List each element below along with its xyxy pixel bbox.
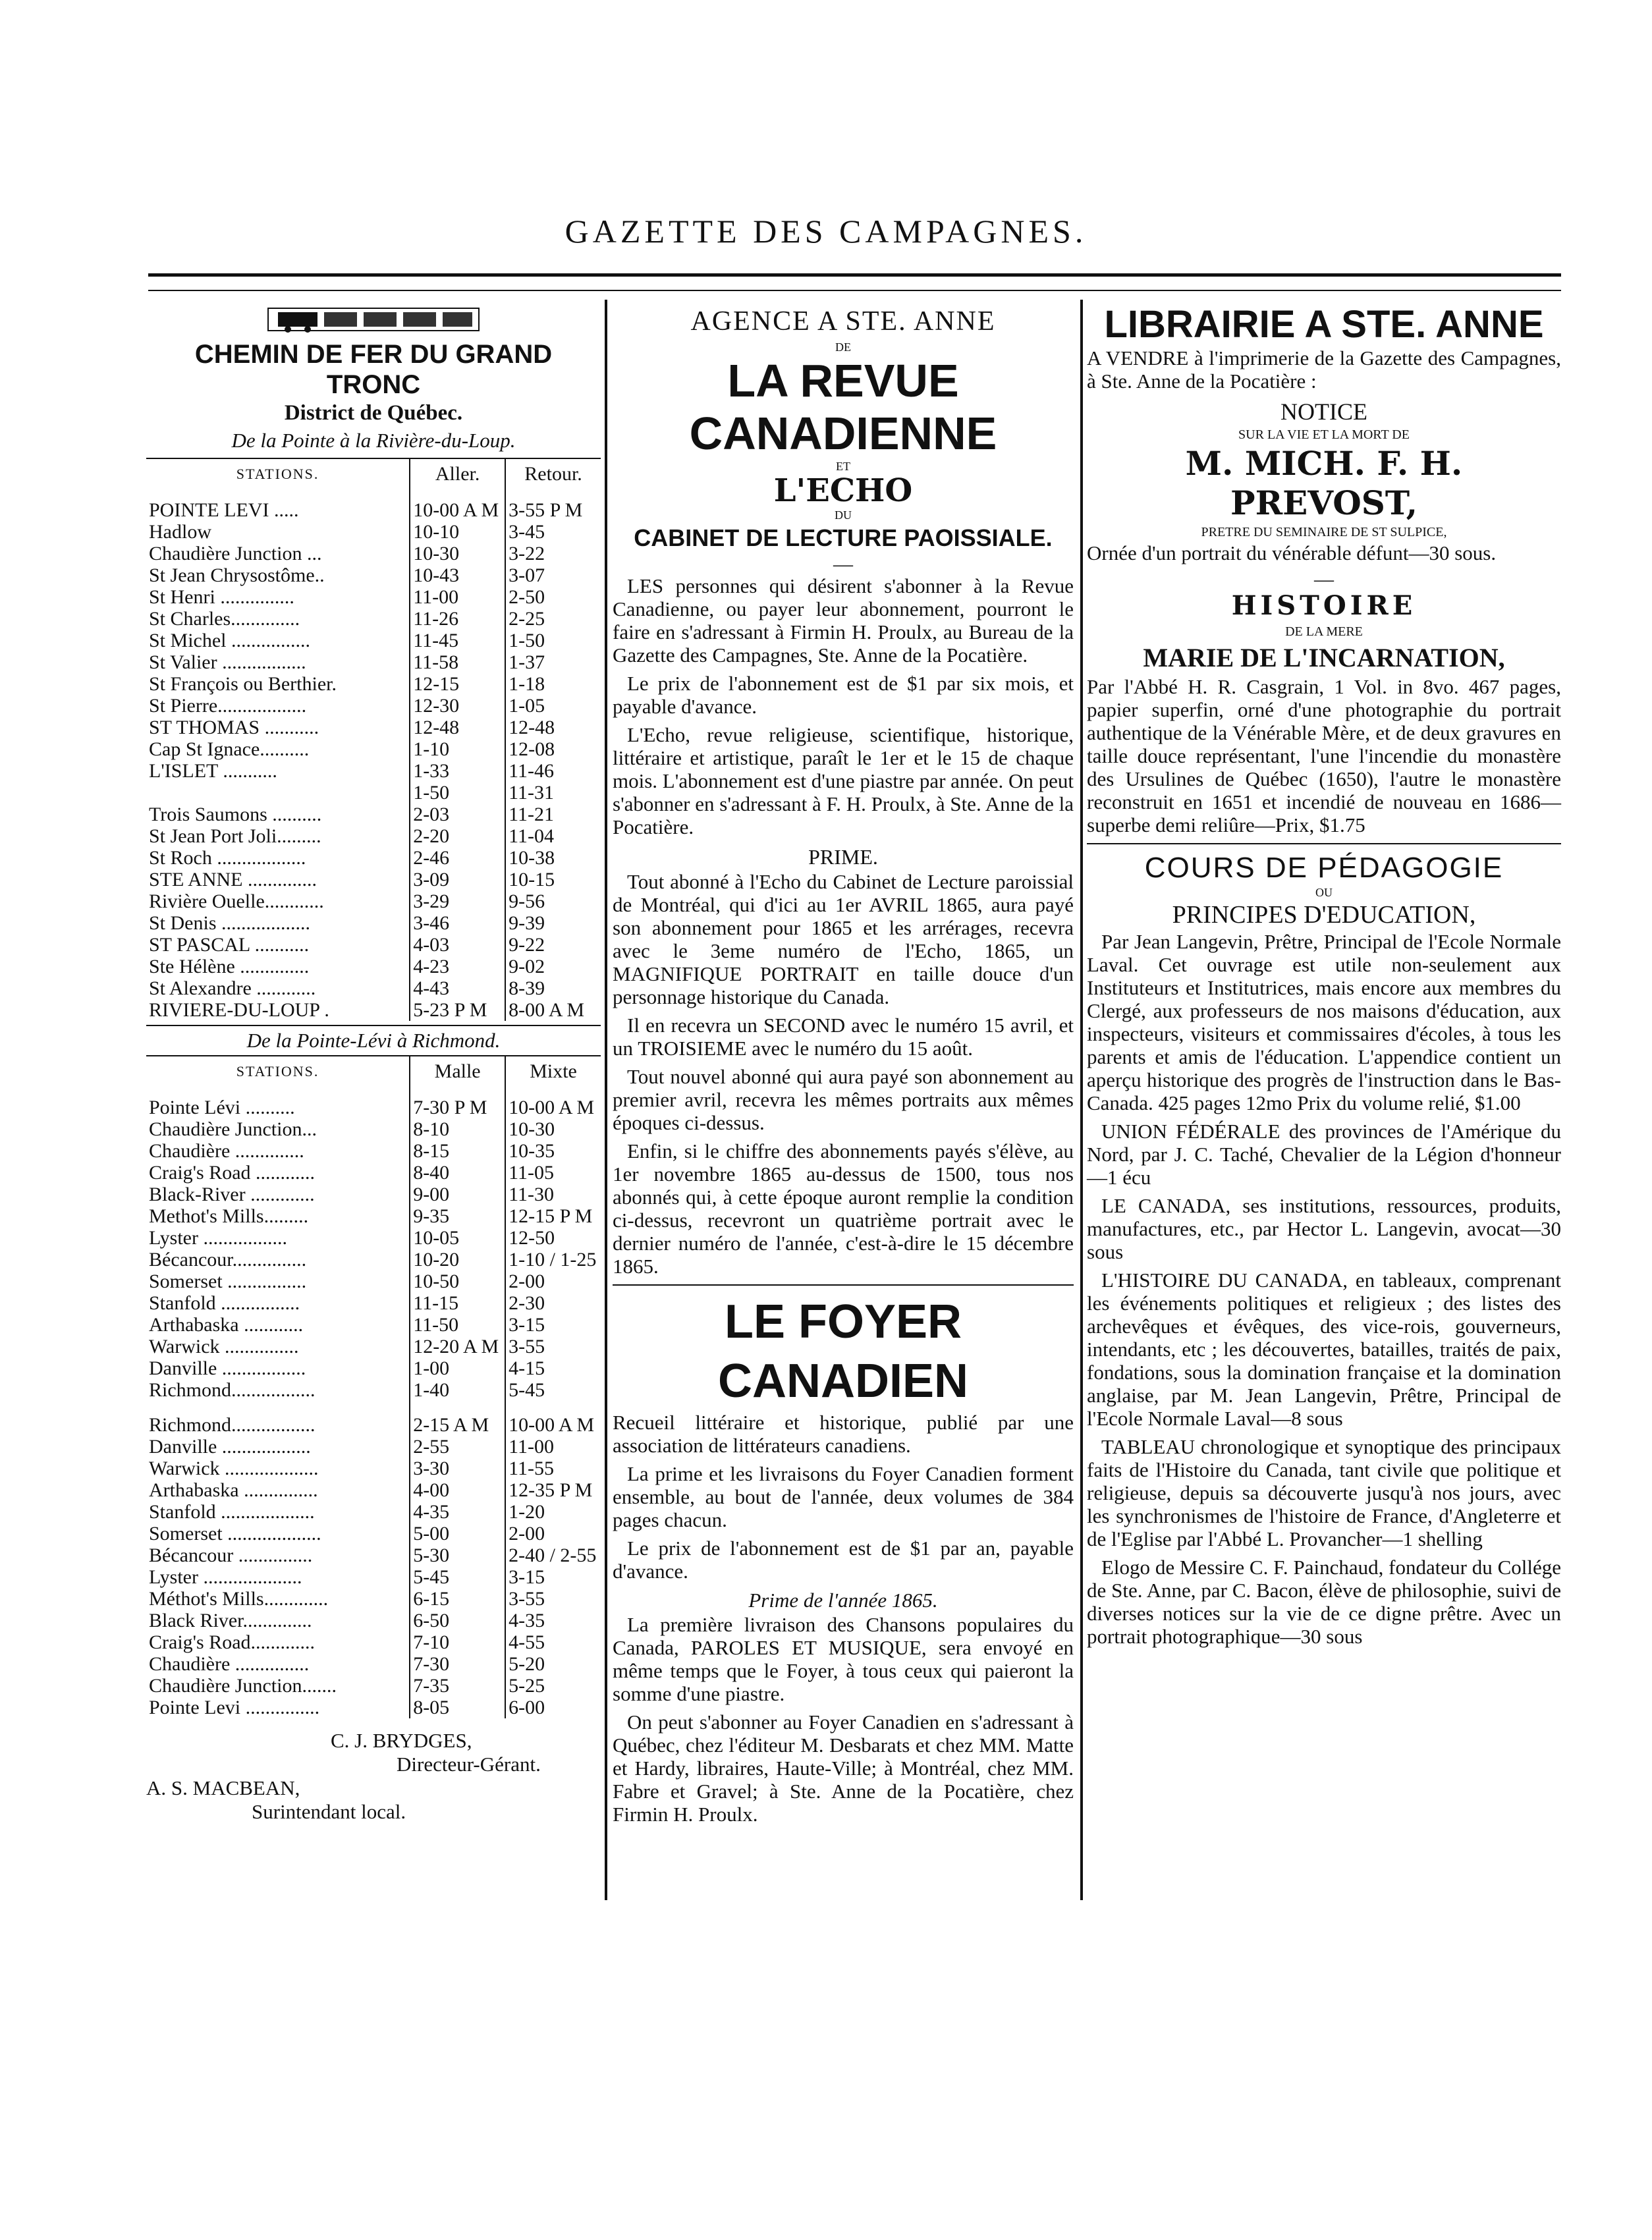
timetable-3-row [146,1697,601,1718]
time-out: 1-40 [410,1379,505,1401]
time-back: 5-20 [505,1653,601,1675]
timetable-1-row [146,521,601,543]
station-name: Richmond................. [149,1379,316,1401]
time-back: 10-00 A M [505,1414,601,1436]
timetable-2-row [146,1227,601,1249]
notice-title: NOTICE [1280,398,1367,425]
time-back: 10-35 [505,1140,601,1162]
timetable-1-row [146,586,601,608]
table1-header-retour: Retour. [505,459,601,499]
timetable-3-row [146,1566,601,1588]
time-back: 1-20 [505,1501,601,1523]
station-name: Bécancour ............... [149,1544,313,1566]
time-out: 1-10 [410,738,505,760]
station-name: Ste Hélène .............. [149,956,310,977]
time-out: 7-30 [410,1653,505,1675]
time-out: 7-30 P M [410,1097,505,1118]
timetable-2-row [146,1270,601,1292]
sur-la-vie: SUR LA VIE ET LA MORT DE [1238,427,1410,442]
timetable-1-row [146,869,601,890]
time-back: 10-30 [505,1118,601,1140]
time-out: 4-00 [410,1479,505,1501]
time-back: 9-02 [505,956,601,977]
time-back: 3-22 [505,543,601,564]
time-back: 3-15 [505,1314,601,1336]
time-out: 2-46 [410,847,505,869]
agency-column: AGENCE A STE. ANNE DE LA REVUE CANADIENNE ET L'ECHO DU CABINET DE LECTURE PAOISSIALE. — LES personnes qui désirent s'abonner à la Revue Canadienne, ou payer leur abonnement, pourront le faire en s'adressant à Firmin H. Proulx, au Bureau de la Gazette des Campagnes, Ste. Anne de la Pocatière. Le prix de l'abonnement est de $1 par six mois, et payable d'avance. L'Echo, revue religieuse, scientifique, historique, littéraire et artistique, paraît le 1er et le 15 de chaque mois. L'abonnement est d'une piastre par année. On peut s'abonner en s'adressant à F. H. Proulx, à Ste. Anne de la Pocatière. PRIME. Tout abonné à l'Echo du Cabinet de Lecture paroissial de Montréal, qui d'ici au 1er AVRIL 1865, aura payé son abonnement pour 1865 et les arrérages, recevra avec le 3eme numéro de l'Echo, 1865, un MAGNIFIQUE PORTRAIT en taille douce d'un personnage historique du Canada. Il en recevra un SECOND avec le numéro 15 avril, et un TROISIEME avec le numéro du 15 août. Tout nouvel abonné qui aura payé son abonnement au premier avril, recevra les mêmes portraits aux mêmes époques ci-dessus. Enfin, si le chiffre des abonnements payés s'élève, au 1er novembre 1865 au-dessus de 1500, tous nos abonnés qui, à cette époque auront remplie la condition ci-dessus, recevront un quatrième portrait avec le dernier numéro de l'année, c'est-à-dire le 15 décembre 1865. LE FOYER CANADIEN Recueil littéraire et historique, publié par une association de littérateurs canadiens. La prime et les livraisons du Foyer Canadien forment ensemble, au bout de l'année, deux volumes de 384 pages chacun. Le prix de l'abonnement est de $1 par an, payable d'avance. Prime de l'année 1865. La première livraison des Chansons populaires du Canada, PAROLES ET MUSIQUE, sera envoyé en même temps que le Foyer, à tous ceux qui paieront la somme d'une piastre. On peut s'abonner au Foyer Canadien en s'adressant à Québec, chez l'éditeur M. Desbarats et chez MM. Matte et Hardy, libraires, Haute-Ville; à Montréal, chez MM. Fabre et Gravel; à Ste. Anne de la Pocatière, chez Firmin H. Proulx. [613,303,1074,1831]
timetable-1-row [146,956,601,977]
time-out: 11-58 [410,651,505,673]
time-back: 2-00 [505,1270,601,1292]
timetable-1-row [146,934,601,956]
time-out: 11-26 [410,608,505,630]
station-name: Warwick ................... [149,1458,319,1479]
masthead: GAZETTE DES CAMPAGNES. [564,213,1088,250]
foyer-para-4: La première livraison des Chansons populaires du Canada, PAROLES ET MUSIQUE, sera envoyé en même temps que le Foyer, à tous ceux qui paieront la somme d'une piastre. [613,1613,1074,1705]
time-back: 3-55 [505,1336,601,1357]
timetable-1 [146,459,601,1021]
timetable-1-row [146,738,601,760]
ou-label: OU [1315,886,1333,899]
station-name: St Henri ............... [149,586,294,608]
time-out: 5-30 [410,1544,505,1566]
station-name: St François ou Berthier. [149,673,337,695]
station-name: Méthot's Mills............. [149,1588,329,1610]
timetable-1-row [146,760,601,782]
time-back: 11-21 [505,804,601,825]
time-back: 1-18 [505,673,601,695]
time-out: 3-46 [410,912,505,934]
time-back: 10-00 A M [505,1097,601,1118]
station-name: Chaudière Junction... [149,1118,317,1140]
librairie-title: LIBRAIRIE A STE. ANNE [1104,303,1544,346]
time-out: 11-00 [410,586,505,608]
timetable-2-row [146,1205,601,1227]
prime-annee: Prime de l'année 1865. [748,1589,938,1612]
librairie-para-3: Par l'Abbé H. R. Casgrain, 1 Vol. in 8vo. 467 pages, papier superfin, orné d'une photographie du portrait authentique de la Vénérable Mère, et de deux gravures en taille douce représentant, l'une l'incendie du monastère des Ursulines de Québec (1650), l'autre le monastère reconstruit en 1651 et incendié de nouveau en 1686—superbe demi reliûre—Prix, $1.75 [1087,675,1561,836]
station-name: Arthabaska ............ [149,1314,304,1336]
station-name: St Pierre.................. [149,695,307,717]
time-out: 5-45 [410,1566,505,1588]
time-out: 11-50 [410,1314,505,1336]
route2-title: De la Pointe-Lévi à Richmond. [146,1025,601,1056]
station-name: Methot's Mills......... [149,1205,309,1227]
time-out: 10-50 [410,1270,505,1292]
time-out: 10-20 [410,1249,505,1270]
time-out: 6-15 [410,1588,505,1610]
table2-header-stations: STATIONS. [236,1063,319,1079]
timetable-3-row [146,1523,601,1544]
time-out: 3-30 [410,1458,505,1479]
principes-title: PRINCIPES D'EDUCATION, [1172,901,1476,929]
timetable-3-row [146,1544,601,1566]
agency-para-1: LES personnes qui désirent s'abonner à la Revue Canadienne, ou payer leur abonnement, pourront le faire en s'adressant à Firmin H. Proulx, au Bureau de la Gazette des Campagnes, Ste. Anne de la Pocatière. [613,574,1074,667]
table1-header-aller: Aller. [410,459,505,499]
station-name: Pointe Levi ............... [149,1697,320,1718]
foyer-para-1: Recueil littéraire et historique, publié par une association de littérateurs canadiens. [613,1411,1074,1457]
timetable-2-row [146,1336,601,1357]
time-back: 4-15 [505,1357,601,1379]
timetable-1-row [146,543,601,564]
time-back: 4-55 [505,1631,601,1653]
cours-title: COURS DE PÉDAGOGIE [1144,852,1504,884]
time-out: 4-03 [410,934,505,956]
time-out: 6-50 [410,1610,505,1631]
time-out: 8-05 [410,1697,505,1718]
echo-title: L'ECHO [773,472,913,509]
time-back: 2-00 [505,1523,601,1544]
signature-brydges: C. J. BRYDGES, [331,1729,472,1752]
time-out: 8-10 [410,1118,505,1140]
station-name: Danville ................. [149,1357,306,1379]
time-out: 11-15 [410,1292,505,1314]
station-name: Richmond................. [149,1414,316,1436]
station-name: Hadlow [149,521,211,543]
station-name: Danville .................. [149,1436,311,1458]
timetable-1-row [146,890,601,912]
time-back: 6-00 [505,1697,601,1718]
column-divider-2 [1080,300,1083,1900]
time-back: 3-15 [505,1566,601,1588]
top-rule-thick [148,273,1561,277]
station-name: St Jean Chrysostôme.. [149,564,325,586]
timetable-1-row [146,847,601,869]
time-back: 11-55 [505,1458,601,1479]
time-out: 9-00 [410,1184,505,1205]
agency-para-6: Tout nouvel abonné qui aura payé son abonnement au premier avril, recevra les mêmes portraits aux mêmes époques ci-dessus. [613,1065,1074,1134]
librairie-column: LIBRAIRIE A STE. ANNE A VENDRE à l'imprimerie de la Gazette des Campagnes, à Ste. Anne de la Pocatière : NOTICE SUR LA VIE ET LA MORT DE M. MICH. F. H. PREVOST, PRETRE DU SEMINAIRE DE ST SULPICE, Ornée d'un portrait du vénérable défunt—30 sous. — HISTOIRE DE LA MERE MARIE DE L'INCARNATION, Par l'Abbé H. R. Casgrain, 1 Vol. in 8vo. 467 pages, papier superfin, orné d'une photographie du portrait authentique de la Vénérable Mère, et de deux gravures en taille douce représentant, l'une l'incendie du monastère des Ursulines de Québec (1650), l'autre le monastère reconstruit en 1651 et incendié de nouveau en 1686—superbe demi reliûre—Prix, $1.75 COURS DE PÉDAGOGIE OU PRINCIPES D'EDUCATION, Par Jean Langevin, Prêtre, Principal de l'Ecole Normale Laval. Cet ouvrage est utile non-seulement aux Instituteurs et Institutrices, mais encore aux membres du Clergé, aux professeurs de nos maisons d'éducation, aux inspecteurs, visiteurs et commissaires d'écoles, à tous les parents et amis de l'éducation. L'appendice contient un aperçu historique des progrès de l'instruction dans le Bas-Canada. 425 pages 12mo Prix du volume relié, $1.00 UNION FÉDÉRALE des provinces de l'Amérique du Nord, par J. C. Taché, Chevalier de la Légion d'honneur—1 écu LE CANADA, ses institutions, ressources, produits, manufactures, etc., par Hector L. Langevin, avocat—30 sous L'HISTOIRE DU CANADA, en tableaux, comprenant les événements politiques et religieux ; des listes des archevêques et évêques, des vice-rois, gouverneurs, intendants, etc ; les découvertes, batailles, traités de paix, fondations, sous la domination française et la domination anglaise, par M. Jean Langevin, Prêtre, Principal de l'Ecole Normale Laval—8 sous TABLEAU chronologique et synoptique des principaux faits de l'Histoire du Canada, tant civile que politique et religieuse, depuis sa découverte jusqu'à nos jours, avec les synchronismes de l'histoire de France, d'Angleterre et de l'Eglise par l'Abbé L. Provancher—1 shelling Elogo de Messire C. F. Painchaud, fondateur du Collége de Ste. Anne, par C. Bacon, élève de philosophie, suivi de diverses notices sur la vie de ce digne prêtre. Avec un portrait photographique—30 sous [1087,303,1561,1648]
railway-column [146,303,601,1824]
time-back: 12-48 [505,717,601,738]
timetable-3-row [146,1610,601,1631]
time-out: 2-03 [410,804,505,825]
foyer-para-3: Le prix de l'abonnement est de $1 par an, payable d'avance. [613,1537,1074,1583]
timetable-2-row [146,1249,601,1270]
station-name: St Alexandre ............ [149,977,316,999]
du-label: DU [835,508,852,522]
time-out: 10-00 A M [410,499,505,521]
table2-header-mixte: Mixte [505,1056,601,1097]
railway-title: CHEMIN DE FER DU GRAND TRONC [194,340,553,399]
train-emblem [146,303,601,339]
station-name: St Roch .................. [149,847,306,869]
timetable-1-row [146,630,601,651]
time-back: 4-35 [505,1610,601,1631]
district: District de Québec. [284,401,463,425]
timetable-1-row [146,782,601,804]
timetable-2-row [146,1118,601,1140]
timetable-3-row [146,1631,601,1653]
time-back: 12-35 P M [505,1479,601,1501]
marie-title: MARIE DE L'INCARNATION, [1143,643,1505,672]
de-la-mere: DE LA MERE [1285,624,1363,639]
timetable-1-row [146,673,601,695]
time-back: 2-25 [505,608,601,630]
station-name: Stanfold ................ [149,1292,300,1314]
timetable-1-row [146,977,601,999]
time-back: 2-50 [505,586,601,608]
time-out: 2-20 [410,825,505,847]
station-name: Somerset ................... [149,1523,321,1544]
time-back: 11-46 [505,760,601,782]
station-name: Craig's Road ............ [149,1162,316,1184]
timetable-2-row [146,1097,601,1118]
time-back: 10-15 [505,869,601,890]
timetable-3-row [146,1588,601,1610]
librairie-para-5: UNION FÉDÉRALE des provinces de l'Amérique du Nord, par J. C. Taché, Chevalier de la Légion d'honneur—1 écu [1087,1120,1561,1189]
time-back: 1-37 [505,651,601,673]
timetable-1-row [146,651,601,673]
timetable-3-row [146,1436,601,1458]
time-out: 12-20 A M [410,1336,505,1357]
station-name: St Charles.............. [149,608,300,630]
revue-title: LA REVUE CANADIENNE [689,355,997,459]
librairie-para-6: LE CANADA, ses institutions, ressources, produits, manufactures, etc., par Hector L. Langevin, avocat—30 sous [1087,1194,1561,1263]
station-name: St Denis .................. [149,912,311,934]
time-back: 2-30 [505,1292,601,1314]
time-back: 3-07 [505,564,601,586]
station-name: Chaudière Junction ... [149,543,322,564]
station-name: Craig's Road............. [149,1631,316,1653]
time-back: 12-15 P M [505,1205,601,1227]
time-out: 4-35 [410,1501,505,1523]
pretre-line: PRETRE DU SEMINAIRE DE ST SULPICE, [1201,525,1447,539]
prevost-title: M. MICH. F. H. PREVOST, [1185,444,1463,522]
time-out: 2-15 A M [410,1414,505,1436]
table2-header-malle: Malle [410,1056,505,1097]
station-name: STE ANNE .............. [149,869,317,890]
route1-title: De la Pointe à la Rivière-du-Loup. [146,426,601,459]
agency-para-5: Il en recevra un SECOND avec le numéro 15 avril, et un TROISIEME avec le numéro du 15 août. [613,1014,1074,1060]
time-back: 12-08 [505,738,601,760]
station-name: Chaudière .............. [149,1140,304,1162]
timetable-2-row [146,1357,601,1379]
cabinet-title: CABINET DE LECTURE PAOISSIALE. [634,524,1053,551]
time-back: 5-45 [505,1379,601,1401]
timetable-3-row [146,1458,601,1479]
librairie-para-8: TABLEAU chronologique et synoptique des principaux faits de l'Histoire du Canada, tant civile que politique et religieuse, depuis sa découverte jusqu'à nos jours, avec les synchronismes de l'histoire de France, d'Angleterre et de l'Eglise par l'Abbé L. Provancher—1 shelling [1087,1435,1561,1550]
station-name: Chaudière ............... [149,1653,310,1675]
timetable-1-row [146,912,601,934]
station-name: Lyster .................... [149,1566,302,1588]
time-out: 8-15 [410,1140,505,1162]
time-back: 11-04 [505,825,601,847]
timetable-2-row [146,1292,601,1314]
timetable-1-row [146,695,601,717]
signature-macbean-title: Surintendant local. [252,1800,406,1823]
librairie-para-9: Elogo de Messire C. F. Painchaud, fondateur du Collége de Ste. Anne, par C. Bacon, élève de philosophie, suivi de diverses notices sur la vie de ce digne prêtre. Avec un portrait photographique—30 sous [1087,1556,1561,1648]
time-out: 4-23 [410,956,505,977]
timetable-2-row [146,1314,601,1336]
station-name: St Valier ................. [149,651,306,673]
station-name: Black-River ............. [149,1184,315,1205]
time-back: 1-05 [505,695,601,717]
station-name: Chaudière Junction....... [149,1675,337,1697]
station-name: St Michel ................ [149,630,310,651]
agency-para-4: Tout abonné à l'Echo du Cabinet de Lecture paroissial de Montréal, qui d'ici au 1er AVRIL 1865, aura payé son abonnement pour 1865 et les arrérages, recevra avec le 3eme numéro de l'Echo, 1865, un MAGNIFIQUE PORTRAIT en taille douce d'un personnage historique du Canada. [613,870,1074,1008]
signature-brydges-title: Directeur-Gérant. [397,1753,541,1776]
timetable-1-row [146,804,601,825]
station-name: Warwick ............... [149,1336,299,1357]
time-out: 10-05 [410,1227,505,1249]
table1-header-stations: STATIONS. [236,466,319,482]
agency-para-7: Enfin, si le chiffre des abonnements payés s'élève, au 1er novembre 1865 au-dessus de 1500, tous nos abonnés qui, à cette époque auront remplie la condition ci-dessus, recevront un quatrième portrait avec le dernier numéro de l'année, c'est-à-dire le 15 décembre 1865. [613,1139,1074,1278]
timetable-3-row [146,1414,601,1436]
librairie-para-1: A VENDRE à l'imprimerie de la Gazette des Campagnes, à Ste. Anne de la Pocatière : [1087,346,1561,393]
foyer-para-2: La prime et les livraisons du Foyer Canadien forment ensemble, au bout de l'année, deux volumes de 384 pages chacun. [613,1462,1074,1531]
librairie-para-4: Par Jean Langevin, Prêtre, Principal de l'Ecole Normale Laval. Cet ouvrage est utile non-seulement aux Instituteurs et Institutrices, mais encore aux membres du Clergé, aux professeurs de nos maisons d'éducation, aux inspecteurs, visiteurs et commissaires d'écoles, à tous les parents et amis de l'éducation. L'appendice contient un aperçu historique des progrès de l'instruction dans le Bas-Canada. 425 pages 12mo Prix du volume relié, $1.00 [1087,930,1561,1114]
station-name: Bécancour............... [149,1249,307,1270]
time-back: 9-39 [505,912,601,934]
foyer-title: LE FOYER CANADIEN [717,1296,968,1407]
time-out: 8-40 [410,1162,505,1184]
top-rule-thin [148,290,1561,291]
time-back: 11-30 [505,1184,601,1205]
station-name: Lyster ................. [149,1227,287,1249]
timetable-1-row [146,999,601,1021]
timetable-3-row [146,1653,601,1675]
et-label: ET [836,460,850,473]
time-back: 10-38 [505,847,601,869]
time-out: 2-55 [410,1436,505,1458]
time-out: 1-50 [410,782,505,804]
station-name [146,782,410,804]
time-back: 8-00 A M [505,999,601,1021]
time-out: 7-35 [410,1675,505,1697]
time-out: 9-35 [410,1205,505,1227]
agency-para-3: L'Echo, revue religieuse, scientifique, historique, littéraire et artistique, paraît le 1er et le 15 de chaque mois. L'abonnement est d'une piastre par année. On peut s'abonner en s'adressant à F. H. Proulx, à Ste. Anne de la Pocatière. [613,723,1074,838]
time-back: 5-25 [505,1675,601,1697]
station-name: POINTE LEVI ..... [149,499,299,521]
time-out: 12-48 [410,717,505,738]
locomotive-icon [265,303,482,336]
station-name: Pointe Lévi .......... [149,1097,295,1118]
station-name: RIVIERE-DU-LOUP . [149,999,329,1021]
time-back: 2-40 / 2-55 [505,1544,601,1566]
prime-title: PRIME. [808,845,878,869]
librairie-para-7: L'HISTOIRE DU CANADA, en tableaux, comprenant les événements politiques et religieux ; des listes des archevêques et évêques, des vice-rois, gouverneurs, intendants, etc ; les découvertes, batailles, traités de paix, fondations, sous la domination française et la domination anglaise, par M. Jean Langevin, Prêtre, Principal de l'Ecole Normale Laval—8 sous [1087,1269,1561,1430]
timetable-1-row [146,499,601,521]
timetable-3-row [146,1675,601,1697]
timetable-2-row [146,1379,601,1401]
time-out: 5-23 P M [410,999,505,1021]
time-back: 8-39 [505,977,601,999]
time-out: 4-43 [410,977,505,999]
station-name: Stanfold ................... [149,1501,315,1523]
time-back: 3-55 P M [505,499,601,521]
timetable-3-row [146,1479,601,1501]
time-back: 9-56 [505,890,601,912]
timetable-2 [146,1056,601,1718]
station-name: L'ISLET ........... [149,760,277,782]
station-name: Trois Saumons .......... [149,804,322,825]
timetable-1-row [146,717,601,738]
time-out: 12-30 [410,695,505,717]
librairie-para-2: Ornée d'un portrait du vénérable défunt—30 sous. [1087,541,1497,564]
station-name: Rivière Ouelle............ [149,890,324,912]
column-divider-1 [605,300,607,1900]
station-name: Arthabaska ............... [149,1479,318,1501]
time-back: 3-45 [505,521,601,543]
time-out: 10-10 [410,521,505,543]
station-name: St Jean Port Joli......... [149,825,321,847]
time-out: 11-45 [410,630,505,651]
de-label: DE [835,341,851,354]
time-out: 3-29 [410,890,505,912]
timetable-1-row [146,608,601,630]
time-back: 11-00 [505,1436,601,1458]
time-back: 3-55 [505,1588,601,1610]
time-out: 1-00 [410,1357,505,1379]
foyer-para-5: On peut s'abonner au Foyer Canadien en s'adressant à Québec, chez l'éditeur M. Desbarats et chez MM. Matte et Hardy, libraires, Haute-Ville; à Montréal, chez MM. Fabre et Gravel; à Ste. Anne de la Pocatière, chez Firmin H. Proulx. [613,1710,1074,1826]
time-back: 1-50 [505,630,601,651]
time-out: 3-09 [410,869,505,890]
agency-title: AGENCE A STE. ANNE [690,306,996,337]
time-back: 12-50 [505,1227,601,1249]
station-name: Black River.............. [149,1610,312,1631]
time-out: 5-00 [410,1523,505,1544]
timetable-1-row [146,825,601,847]
time-out: 10-30 [410,543,505,564]
station-name: Cap St Ignace.......... [149,738,310,760]
timetable-3-row [146,1501,601,1523]
agency-para-2: Le prix de l'abonnement est de $1 par six mois, et payable d'avance. [613,672,1074,718]
time-back: 1-10 / 1-25 [505,1249,601,1270]
station-name: ST THOMAS ........... [149,717,319,738]
time-back: 11-05 [505,1162,601,1184]
time-back: 11-31 [505,782,601,804]
timetable-2-row [146,1140,601,1162]
timetable-2-row [146,1162,601,1184]
time-out: 1-33 [410,760,505,782]
station-name: ST PASCAL ........... [149,934,310,956]
timetable-2-row [146,1184,601,1205]
time-out: 7-10 [410,1631,505,1653]
time-out: 12-15 [410,673,505,695]
histoire-title: HISTOIRE [1231,590,1417,621]
time-out: 10-43 [410,564,505,586]
time-back: 9-22 [505,934,601,956]
signature-macbean: A. S. MACBEAN, [146,1776,300,1799]
station-name: Somerset ................ [149,1270,307,1292]
timetable-1-row [146,564,601,586]
